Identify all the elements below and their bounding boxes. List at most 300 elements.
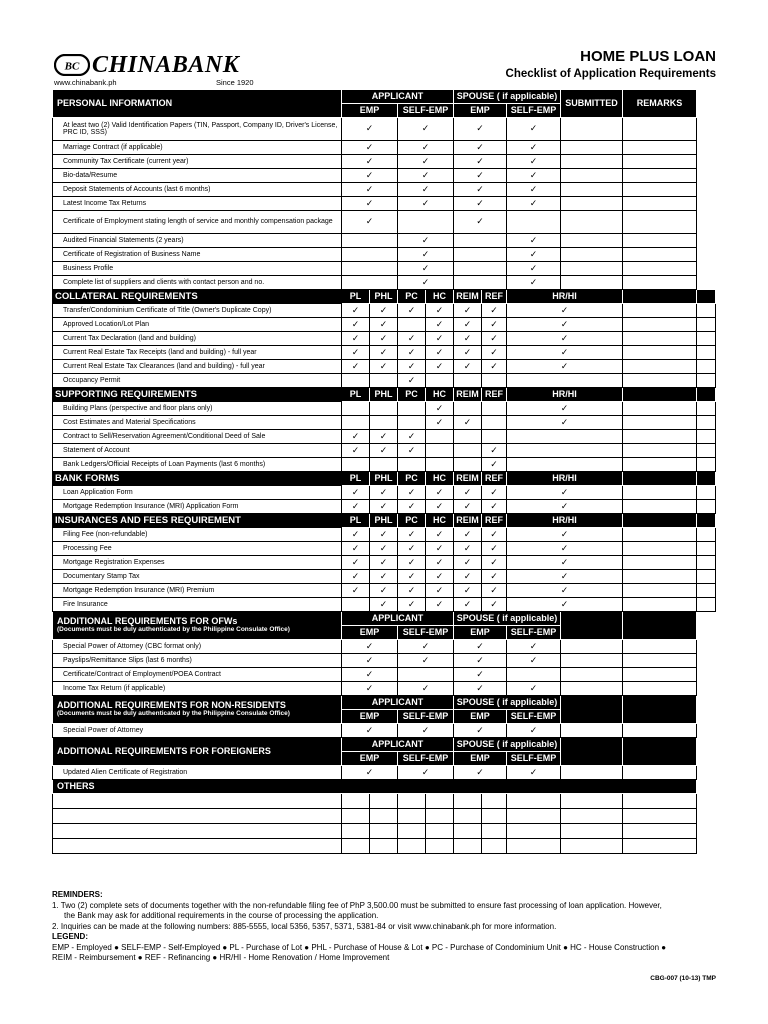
col-spouse-self-emp: SELF-EMP: [507, 752, 561, 766]
remarks-cell: [697, 584, 716, 598]
check-cell: [507, 444, 623, 458]
loan-col-header: HC: [426, 290, 454, 304]
blank-cell: [482, 794, 507, 809]
blank-header: [697, 514, 716, 528]
remarks-cell: [623, 197, 697, 211]
item-label: Certificate of Employment stating length of service and monthly compensation package: [53, 211, 342, 234]
loan-col-header: HC: [426, 388, 454, 402]
list-item: [53, 584, 716, 598]
check-cell: ✓: [454, 500, 482, 514]
blank-header: [561, 738, 623, 766]
remarks-header: REMARKS: [623, 90, 697, 118]
loan-col-header: REF: [482, 290, 507, 304]
item-label: Income Tax Return (if applicable): [53, 682, 342, 696]
check-cell: ✓: [507, 360, 623, 374]
list-item: [53, 318, 716, 332]
list-item: [53, 262, 716, 276]
check-cell: ✓: [370, 304, 398, 318]
list-item: [53, 197, 716, 211]
check-cell: ✓: [454, 318, 482, 332]
check-cell: [454, 444, 482, 458]
check-cell: ✓: [507, 528, 623, 542]
blank-cell: [561, 839, 623, 854]
item-label: Updated Alien Certificate of Registration: [53, 766, 342, 780]
check-cell: ✓: [426, 598, 454, 612]
check-cell: ✓: [342, 360, 370, 374]
insurances-header-row: [53, 514, 716, 528]
submitted-cell: [561, 262, 623, 276]
item-label: Current Real Estate Tax Clearances (land and building) - full year: [53, 360, 342, 374]
check-cell: ✓: [507, 332, 623, 346]
blank-cell: [398, 809, 426, 824]
blank-cell: [370, 809, 398, 824]
list-item: [53, 332, 716, 346]
list-item: [53, 360, 716, 374]
item-label: Audited Financial Statements (2 years): [53, 234, 342, 248]
loan-col-header: PL: [342, 472, 370, 486]
check-cell: ✓: [398, 346, 426, 360]
check-cell: ✓: [426, 584, 454, 598]
check-cell: ✓: [342, 430, 370, 444]
check-cell: ✓: [454, 346, 482, 360]
item-label: Special Power of Attorney (CBC format only): [53, 640, 342, 654]
check-cell: ✓: [370, 542, 398, 556]
submitted-cell: [623, 528, 697, 542]
check-cell: ✓: [398, 598, 426, 612]
remarks-cell: [623, 248, 697, 262]
legend-line-1: EMP - Employed ● SELF-EMP - Self-Employed ● PL - Purchase of Lot ● PHL - Purchase of House & Lot ● PC - Purchase of Condominium Unit ● HC - House Construction ●: [52, 942, 667, 952]
list-item: [53, 528, 716, 542]
item-label: Mortgage Redemption Insurance (MRI) Application Form: [53, 500, 342, 514]
check-cell: ✓: [426, 486, 454, 500]
submitted-cell: [623, 360, 697, 374]
check-cell: [426, 458, 454, 472]
list-item: [53, 430, 716, 444]
blank-header: [623, 514, 697, 528]
check-cell: ✓: [507, 682, 561, 696]
blank-cell: [53, 794, 342, 809]
check-cell: ✓: [426, 318, 454, 332]
submitted-cell: [623, 486, 697, 500]
bank-forms-header-row: [53, 472, 716, 486]
list-item: [53, 234, 716, 248]
remarks-cell: [623, 724, 697, 738]
svg-text:BC: BC: [64, 60, 80, 73]
check-cell: [342, 262, 398, 276]
check-cell: ✓: [482, 360, 507, 374]
blank-row: [53, 809, 716, 824]
check-cell: ✓: [398, 155, 454, 169]
check-cell: ✓: [507, 276, 561, 290]
check-cell: ✓: [370, 318, 398, 332]
blank-cell: [623, 824, 697, 839]
item-label: Statement of Account: [53, 444, 342, 458]
check-cell: ✓: [482, 458, 507, 472]
blank-cell: [398, 794, 426, 809]
item-label: Approved Location/Lot Plan: [53, 318, 342, 332]
remarks-cell: [697, 374, 716, 388]
check-cell: ✓: [370, 346, 398, 360]
blank-header: [623, 612, 697, 640]
item-label: Mortgage Registration Expenses: [53, 556, 342, 570]
check-cell: ✓: [342, 486, 370, 500]
item-label: Cost Estimates and Material Specifications: [53, 416, 342, 430]
check-cell: ✓: [398, 118, 454, 141]
submitted-cell: [623, 318, 697, 332]
remarks-cell: [623, 654, 697, 668]
item-label: Contract to Sell/Reservation Agreement/Conditional Deed of Sale: [53, 430, 342, 444]
check-cell: ✓: [370, 570, 398, 584]
check-cell: ✓: [507, 183, 561, 197]
check-cell: ✓: [454, 570, 482, 584]
check-cell: [507, 458, 623, 472]
check-cell: ✓: [398, 197, 454, 211]
collateral-header-row: [53, 290, 716, 304]
check-cell: ✓: [507, 318, 623, 332]
list-item: [53, 416, 716, 430]
remarks-cell: [623, 169, 697, 183]
loan-col-header: HR/HI: [507, 388, 623, 402]
remarks-cell: [697, 402, 716, 416]
remarks-cell: [697, 430, 716, 444]
remarks-cell: [623, 155, 697, 169]
item-label: Certificate/Contract of Employment/POEA Contract: [53, 668, 342, 682]
check-cell: ✓: [454, 332, 482, 346]
check-cell: [398, 668, 454, 682]
check-cell: ✓: [482, 528, 507, 542]
checklist-table: [52, 89, 716, 854]
submitted-cell: [623, 458, 697, 472]
list-item: [53, 211, 716, 234]
page-title: HOME PLUS LOAN: [580, 48, 716, 65]
blank-cell: [426, 824, 454, 839]
item-label: Current Tax Declaration (land and building): [53, 332, 342, 346]
check-cell: ✓: [426, 360, 454, 374]
list-item: [53, 118, 716, 141]
list-item: [53, 458, 716, 472]
check-cell: ✓: [482, 542, 507, 556]
check-cell: ✓: [426, 304, 454, 318]
spouse-header: SPOUSE ( if applicable): [454, 738, 561, 752]
check-cell: ✓: [398, 528, 426, 542]
check-cell: ✓: [398, 500, 426, 514]
legend-title: LEGEND:: [52, 932, 88, 941]
remarks-cell: [623, 262, 697, 276]
blank-cell: [561, 794, 623, 809]
blank-header: [623, 290, 697, 304]
submitted-cell: [623, 346, 697, 360]
item-label: At least two (2) Valid Identification Papers (TIN, Passport, Company ID, Driver's License, PRC ID, SSS): [53, 118, 342, 141]
check-cell: [342, 402, 370, 416]
loan-col-header: REIM: [454, 472, 482, 486]
list-item: [53, 682, 716, 696]
check-cell: ✓: [342, 197, 398, 211]
list-item: [53, 402, 716, 416]
submitted-cell: [623, 542, 697, 556]
blank-cell: [370, 824, 398, 839]
loan-col-header: REIM: [454, 514, 482, 528]
remarks-cell: [697, 416, 716, 430]
check-cell: [454, 374, 482, 388]
list-item: [53, 766, 716, 780]
list-item: [53, 654, 716, 668]
list-item: [53, 570, 716, 584]
list-item: [53, 276, 716, 290]
check-cell: ✓: [507, 197, 561, 211]
col-spouse-self-emp: SELF-EMP: [507, 626, 561, 640]
check-cell: ✓: [426, 500, 454, 514]
supporting-header-row: [53, 388, 716, 402]
col-spouse-self-emp: SELF-EMP: [507, 104, 561, 118]
check-cell: ✓: [398, 276, 454, 290]
check-cell: [342, 276, 398, 290]
check-cell: ✓: [426, 402, 454, 416]
item-label: Business Profile: [53, 262, 342, 276]
check-cell: ✓: [398, 654, 454, 668]
check-cell: [398, 211, 454, 234]
loan-col-header: HC: [426, 514, 454, 528]
remarks-cell: [623, 183, 697, 197]
blank-cell: [342, 794, 370, 809]
check-cell: [482, 374, 507, 388]
check-cell: ✓: [482, 318, 507, 332]
check-cell: ✓: [507, 584, 623, 598]
blank-header: [623, 472, 697, 486]
submitted-cell: [561, 668, 623, 682]
remarks-cell: [623, 682, 697, 696]
applicant-header: APPLICANT: [342, 90, 454, 104]
submitted-cell: [561, 234, 623, 248]
col-spouse-emp: EMP: [454, 104, 507, 118]
check-cell: ✓: [482, 444, 507, 458]
check-cell: ✓: [370, 598, 398, 612]
item-label: Current Real Estate Tax Receipts (land and building) - full year: [53, 346, 342, 360]
check-cell: [507, 374, 623, 388]
check-cell: ✓: [342, 318, 370, 332]
loan-col-header: REIM: [454, 290, 482, 304]
col-self-emp: SELF-EMP: [398, 626, 454, 640]
blank-header: [623, 738, 697, 766]
list-item: [53, 640, 716, 654]
check-cell: ✓: [342, 556, 370, 570]
applicant-header: APPLICANT: [342, 696, 454, 710]
submitted-cell: [561, 211, 623, 234]
check-cell: ✓: [398, 724, 454, 738]
check-cell: [507, 668, 561, 682]
loan-col-header: PC: [398, 514, 426, 528]
check-cell: ✓: [454, 304, 482, 318]
blank-cell: [370, 839, 398, 854]
check-cell: ✓: [507, 141, 561, 155]
check-cell: ✓: [342, 141, 398, 155]
check-cell: ✓: [370, 360, 398, 374]
check-cell: ✓: [454, 724, 507, 738]
list-item: [53, 598, 716, 612]
submitted-cell: [561, 169, 623, 183]
submitted-cell: [561, 276, 623, 290]
remarks-cell: [697, 542, 716, 556]
blank-row: [53, 824, 716, 839]
remarks-cell: [623, 766, 697, 780]
check-cell: ✓: [454, 118, 507, 141]
remarks-cell: [697, 458, 716, 472]
check-cell: ✓: [507, 402, 623, 416]
check-cell: ✓: [398, 486, 426, 500]
item-label: Marriage Contract (if applicable): [53, 141, 342, 155]
blank-cell: [426, 809, 454, 824]
item-label: Latest Income Tax Returns: [53, 197, 342, 211]
col-self-emp: SELF-EMP: [398, 104, 454, 118]
reminder-1: 1. Two (2) complete sets of documents together with the non-refundable filing fee of PhP 3,500.00 must be submitted to ensure fast processing of loan application. However,: [52, 900, 662, 910]
submitted-cell: [623, 430, 697, 444]
loan-col-header: PHL: [370, 388, 398, 402]
check-cell: ✓: [507, 169, 561, 183]
applicant-header: APPLICANT: [342, 738, 454, 752]
check-cell: ✓: [398, 234, 454, 248]
check-cell: ✓: [454, 598, 482, 612]
check-cell: [370, 374, 398, 388]
section-title-supporting: SUPPORTING REQUIREMENTS: [53, 388, 342, 402]
check-cell: ✓: [398, 332, 426, 346]
blank-cell: [454, 809, 482, 824]
check-cell: ✓: [398, 444, 426, 458]
check-cell: ✓: [398, 430, 426, 444]
blank-cell: [454, 839, 482, 854]
check-cell: [426, 430, 454, 444]
blank-cell: [53, 839, 342, 854]
submitted-cell: [561, 118, 623, 141]
blank-cell: [53, 809, 342, 824]
check-cell: [370, 458, 398, 472]
section-title-text: ADDITIONAL REQUIREMENTS FOR OFWs: [57, 616, 238, 627]
section-title-ofw: [53, 612, 342, 640]
item-label: Community Tax Certificate (current year): [53, 155, 342, 169]
submitted-cell: [623, 374, 697, 388]
item-label: Transfer/Condominium Certificate of Title (Owner's Duplicate Copy): [53, 304, 342, 318]
check-cell: [398, 458, 426, 472]
list-item: [53, 500, 716, 514]
check-cell: ✓: [454, 169, 507, 183]
remarks-cell: [697, 360, 716, 374]
check-cell: ✓: [342, 118, 398, 141]
blank-cell: [623, 794, 697, 809]
check-cell: ✓: [370, 332, 398, 346]
remarks-cell: [623, 118, 697, 141]
check-cell: [454, 276, 507, 290]
blank-cell: [342, 824, 370, 839]
remarks-cell: [697, 332, 716, 346]
check-cell: ✓: [342, 724, 398, 738]
check-cell: ✓: [342, 304, 370, 318]
col-spouse-self-emp: SELF-EMP: [507, 710, 561, 724]
submitted-cell: [623, 444, 697, 458]
submitted-cell: [623, 416, 697, 430]
check-cell: ✓: [426, 346, 454, 360]
submitted-cell: [623, 570, 697, 584]
check-cell: ✓: [482, 556, 507, 570]
check-cell: [454, 402, 482, 416]
remarks-cell: [697, 346, 716, 360]
others-header-row: [53, 780, 716, 794]
check-cell: ✓: [342, 668, 398, 682]
check-cell: ✓: [426, 332, 454, 346]
check-cell: ✓: [482, 500, 507, 514]
remarks-cell: [623, 276, 697, 290]
check-cell: ✓: [454, 183, 507, 197]
section-title-non-residents: [53, 696, 342, 724]
blank-cell: [623, 809, 697, 824]
blank-header: [623, 388, 697, 402]
check-cell: ✓: [454, 360, 482, 374]
check-cell: ✓: [370, 486, 398, 500]
check-cell: ✓: [482, 486, 507, 500]
submitted-cell: [623, 402, 697, 416]
check-cell: ✓: [342, 528, 370, 542]
blank-header: [697, 472, 716, 486]
check-cell: [454, 262, 507, 276]
blank-cell: [454, 794, 482, 809]
check-cell: ✓: [454, 654, 507, 668]
col-self-emp: SELF-EMP: [398, 752, 454, 766]
item-label: Documentary Stamp Tax: [53, 570, 342, 584]
section-title-foreigners: [53, 738, 342, 766]
check-cell: [398, 318, 426, 332]
check-cell: ✓: [398, 262, 454, 276]
check-cell: [426, 374, 454, 388]
loan-col-header: HR/HI: [507, 472, 623, 486]
blank-cell: [454, 824, 482, 839]
check-cell: ✓: [482, 584, 507, 598]
item-label: Deposit Statements of Accounts (last 6 months): [53, 183, 342, 197]
submitted-cell: [561, 141, 623, 155]
logo-since: Since 1920: [216, 78, 254, 87]
check-cell: ✓: [342, 169, 398, 183]
check-cell: ✓: [342, 211, 398, 234]
loan-col-header: HR/HI: [507, 514, 623, 528]
item-label: Processing Fee: [53, 542, 342, 556]
check-cell: ✓: [426, 556, 454, 570]
check-cell: ✓: [426, 528, 454, 542]
check-cell: ✓: [398, 360, 426, 374]
blank-cell: [53, 824, 342, 839]
check-cell: ✓: [507, 346, 623, 360]
check-cell: ✓: [398, 183, 454, 197]
check-cell: ✓: [398, 248, 454, 262]
logo-text: CHINABANK: [92, 52, 240, 78]
check-cell: ✓: [398, 570, 426, 584]
check-cell: ✓: [507, 598, 623, 612]
check-cell: ✓: [342, 654, 398, 668]
check-cell: ✓: [454, 528, 482, 542]
list-item: [53, 374, 716, 388]
check-cell: ✓: [482, 304, 507, 318]
loan-col-header: REF: [482, 388, 507, 402]
personal-header-row: [53, 90, 716, 104]
loan-col-header: PL: [342, 290, 370, 304]
check-cell: ✓: [398, 556, 426, 570]
spouse-header: SPOUSE ( if applicable): [454, 90, 561, 104]
check-cell: ✓: [454, 486, 482, 500]
submitted-cell: [623, 556, 697, 570]
check-cell: ✓: [454, 155, 507, 169]
check-cell: ✓: [342, 500, 370, 514]
check-cell: ✓: [342, 640, 398, 654]
remarks-cell: [697, 318, 716, 332]
check-cell: [507, 211, 561, 234]
loan-col-header: PL: [342, 388, 370, 402]
col-spouse-emp: EMP: [454, 710, 507, 724]
item-label: Complete list of suppliers and clients with contact person and no.: [53, 276, 342, 290]
